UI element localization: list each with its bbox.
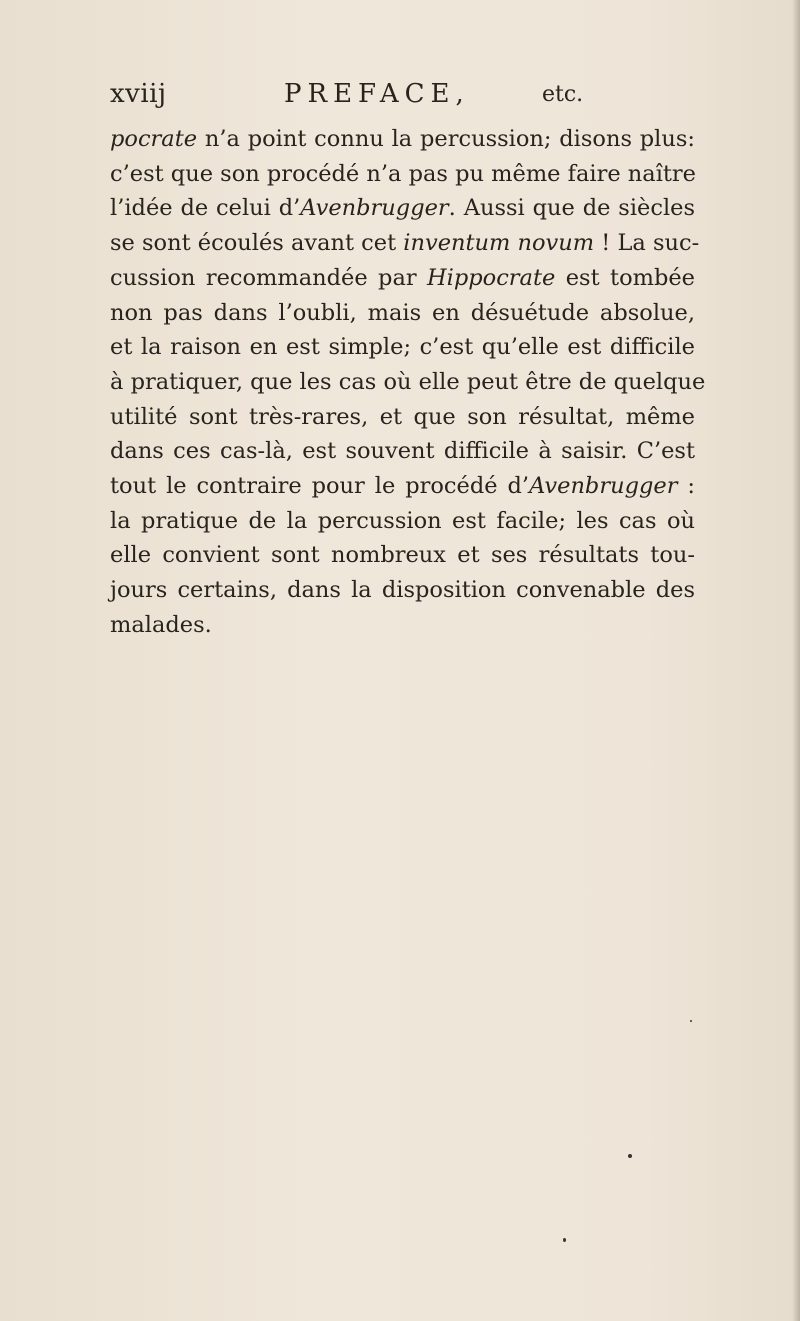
text-run: la pratique de la percussion est facile; les cas où (110, 507, 695, 534)
running-head-suffix: etc. (542, 82, 584, 107)
text-run: utilité sont très-rares, et que son résultat, même (110, 403, 695, 430)
text-line (110, 608, 695, 643)
page-number: xviij (110, 79, 167, 109)
body-text (110, 122, 706, 643)
italic-text: Avenbrugger (300, 195, 449, 222)
text-run: non pas dans l’oubli, mais en désuétude absolue, (110, 299, 695, 326)
text-line (110, 469, 695, 504)
text-run: malades. (110, 611, 212, 638)
text-run: se sont écoulés avant cet (110, 230, 404, 257)
paper-speck (563, 1238, 566, 1242)
italic-text: Avenbrugger (529, 473, 678, 500)
text-run: : (677, 473, 696, 500)
text-run: . Aussi que de siècles (448, 195, 695, 222)
page-edge-shadow (792, 0, 800, 1321)
text-run: dans ces cas-là, est souvent difficile à saisir. C’est (110, 438, 695, 465)
text-line (110, 296, 695, 331)
text-line (110, 434, 695, 469)
text-run: est tombée (555, 264, 696, 291)
italic-text: inventum novum (403, 230, 595, 257)
text-line (110, 400, 695, 435)
text-run: ! La suc- (594, 230, 700, 257)
text-line (110, 122, 695, 157)
text-line (110, 191, 695, 226)
text-run: elle convient sont nombreux et ses résultats tou- (110, 542, 695, 569)
paper-speck (690, 1020, 692, 1022)
text-run: cussion recommandée par (110, 264, 428, 291)
text-run: c’est que son procédé n’a pas pu même faire naître (110, 160, 696, 187)
text-run: tout le contraire pour le procédé d’ (110, 473, 530, 500)
running-head: PREFACE, (284, 79, 470, 109)
text-run: l’idée de celui d’ (110, 195, 301, 222)
text-run: et la raison en est simple; c’est qu’elle est difficile (110, 334, 695, 361)
text-line (110, 573, 695, 608)
page-header (110, 76, 670, 112)
text-line (110, 261, 695, 296)
text-run: à pratiquer, que les cas où elle peut être de quelque (110, 368, 706, 395)
text-line (110, 330, 695, 365)
text-line (110, 504, 695, 539)
text-line (110, 157, 695, 192)
text-line (110, 365, 706, 400)
text-run: jours certains, dans la disposition convenable des (110, 577, 695, 604)
text-line (110, 226, 700, 261)
paper-speck (628, 1154, 632, 1158)
italic-text: Hippocrate (427, 264, 556, 291)
italic-text: pocrate (110, 126, 198, 152)
text-run: n’a point connu la percussion; disons plus: (197, 126, 695, 152)
text-line (110, 538, 695, 573)
